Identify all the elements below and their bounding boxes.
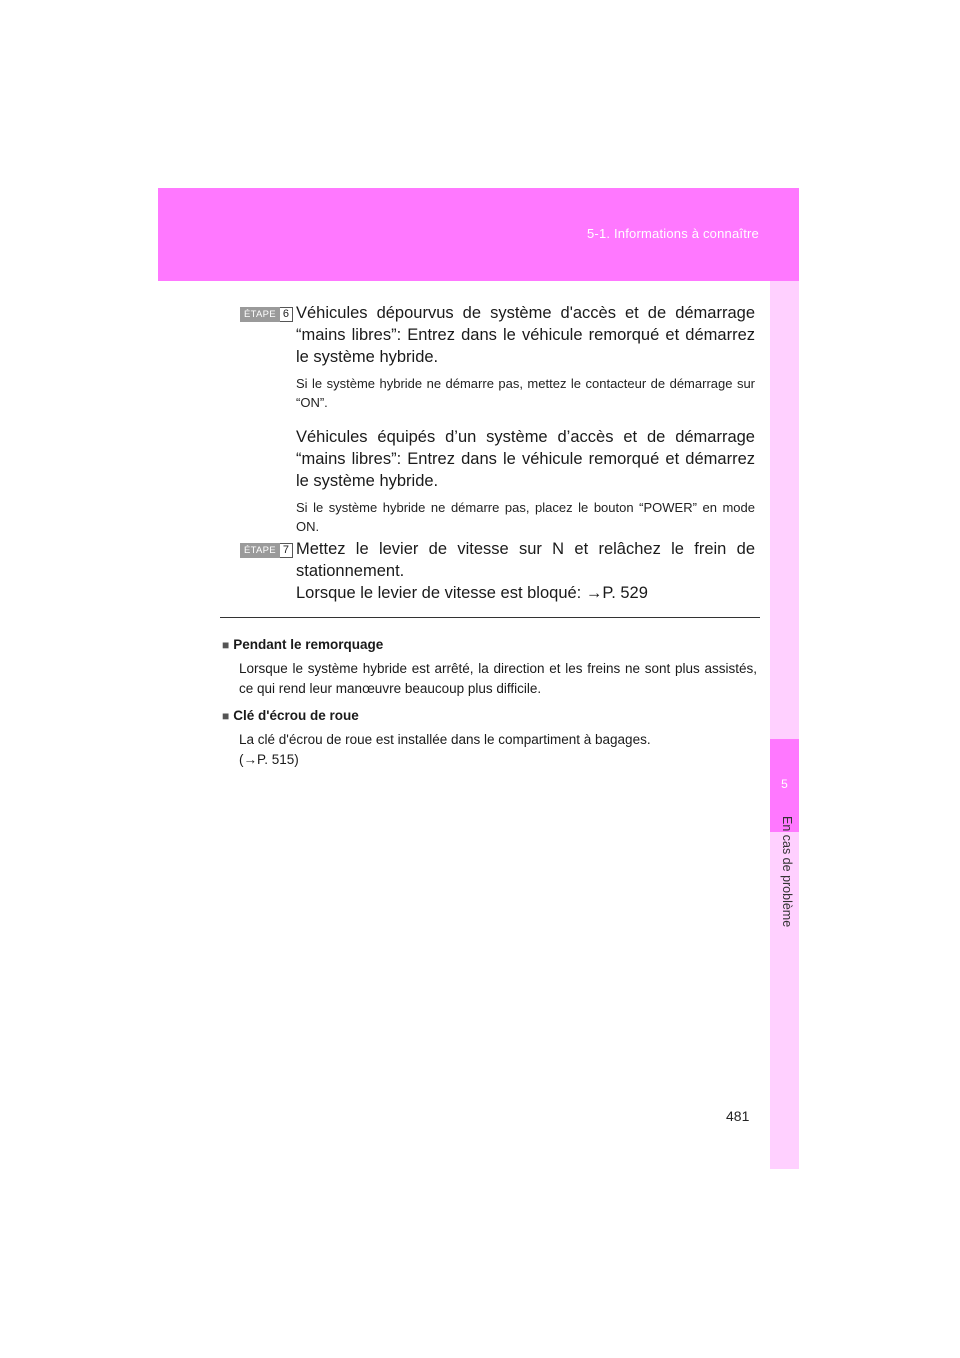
section-divider — [220, 617, 760, 618]
step-6-note-a: Si le système hybride ne démarre pas, mettez le contacteur de démarrage sur “ON”. — [296, 376, 755, 410]
page-number: 481 — [726, 1108, 750, 1124]
info-page-reference: (→P. 515) — [239, 752, 299, 767]
step-6-instruction-b: Véhicules équipés d’un système d’accès et de démarrage “mains libres”: Entrez dans le véhicule remorqué et démarrez le système hybride. — [296, 428, 755, 490]
step-badge-label: ÉTAPE — [240, 543, 280, 558]
step-badge — [240, 307, 293, 322]
info-heading-text: Clé d'écrou de roue — [233, 708, 359, 723]
info-text: Lorsque le système hybride est arrêté, la direction et les freins ne sont plus assistés, ce qui rend leur manœuvre beaucoup plus difficile. — [239, 661, 757, 696]
step-7-instruction: Mettez le levier de vitesse sur N et relâchez le frein de stationnement. — [296, 540, 755, 580]
info-heading-text: Pendant le remorquage — [233, 637, 384, 652]
square-bullet-icon: ■ — [222, 638, 230, 652]
header-band — [158, 188, 799, 281]
square-bullet-icon: ■ — [222, 709, 230, 723]
info-wheel-nut-wrench — [222, 706, 757, 770]
chapter-label: En cas de problème — [780, 816, 794, 928]
chapter-number: 5 — [781, 777, 788, 791]
info-towing — [222, 635, 757, 699]
step-badge-number: 6 — [280, 307, 293, 322]
step-6-note-b: Si le système hybride ne démarre pas, placez le bouton “POWER” en mode ON. — [296, 500, 755, 534]
step-7-reference: Lorsque le levier de vitesse est bloqué: →P. 529 — [296, 584, 648, 602]
info-heading — [222, 635, 757, 655]
section-title: 5-1. Informations à connaître — [586, 226, 759, 241]
step-badge-number: 7 — [280, 543, 293, 558]
chapter-side-tab — [770, 281, 799, 1169]
info-heading — [222, 706, 757, 726]
info-text: La clé d'écrou de roue est installée dans le compartiment à bagages. — [239, 732, 651, 747]
step-7 — [240, 538, 755, 604]
step-badge-label: ÉTAPE — [240, 307, 280, 322]
step-6-instruction-a: Véhicules dépourvus de système d'accès et de démarrage “mains libres”: Entrez dans le véhicule remorqué et démarrez le système hybride. — [296, 304, 755, 366]
step-badge — [240, 543, 293, 558]
step-6 — [240, 302, 755, 550]
